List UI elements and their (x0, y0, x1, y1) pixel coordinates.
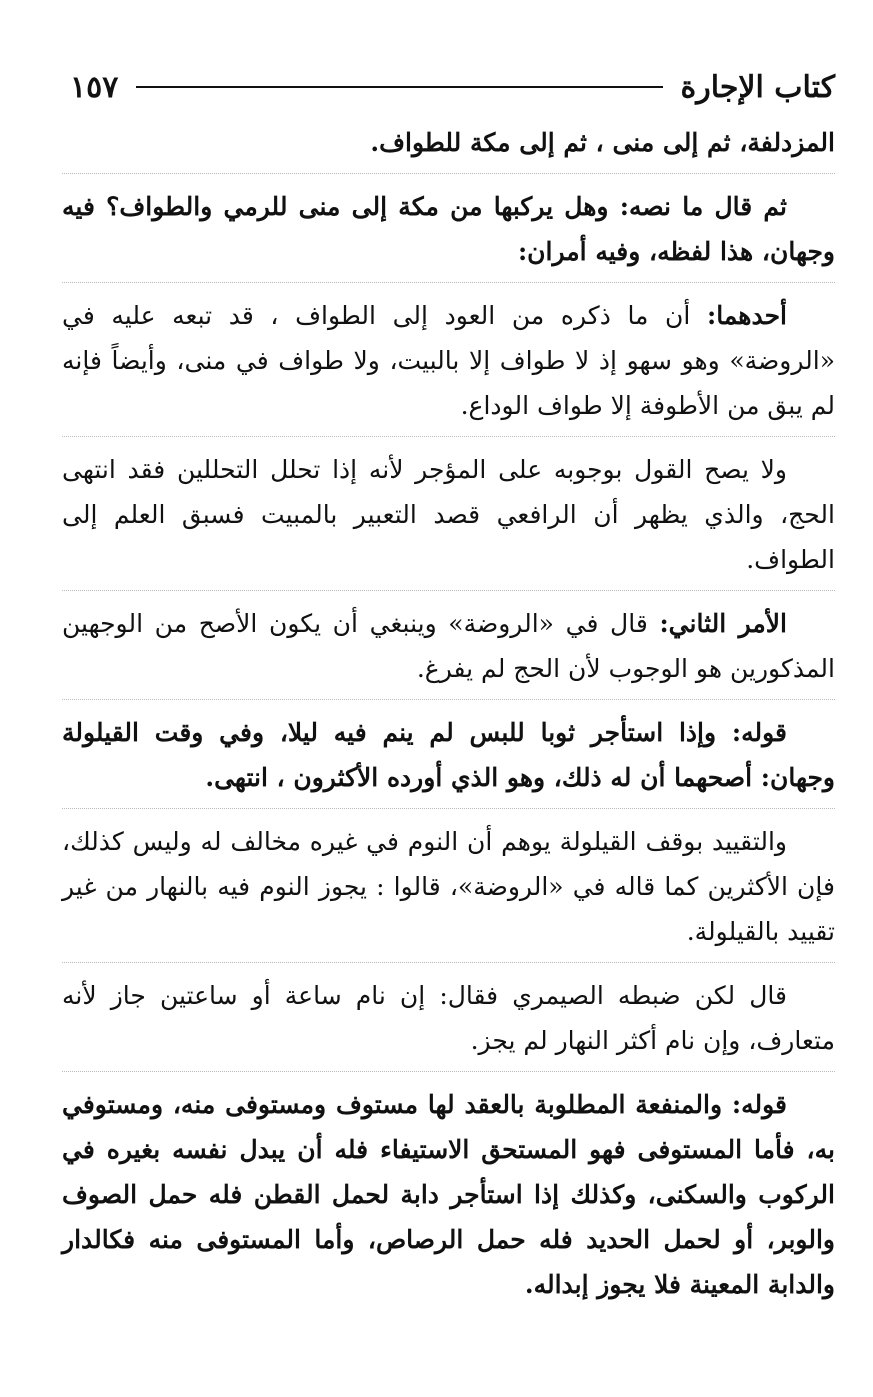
header-rule (136, 86, 662, 88)
paragraph-text: والتقييد بوقف القيلولة يوهم أن النوم في غيره مخالف له وليس كذلك، فإن الأكثرين كما قاله في «الروضة»، قالوا : يجوز النوم فيه بالنهار من غير تقييد بالقيلولة. (62, 827, 835, 946)
paragraph-text: قوله: وإذا استأجر ثوبا للبس لم ينم فيه ليلا، وفي وقت القيلولة وجهان: أصحهما أن له ذلك، وهو الذي أورده الأكثرون ، انتهى. (62, 718, 835, 792)
paragraph-divider (62, 808, 835, 809)
paragraph-text: قوله: والمنفعة المطلوبة بالعقد لها مستوف ومستوفى منه، ومستوفي به، فأما المستوفى فهو المستحق الاستيفاء فله أن يبدل نفسه بغيره في الركوب والسكنى، وكذلك إذا استأجر دابة لحمل القطن فله حمل الصوف والوبر، أو لحمل الحديد فله حمل الرصاص، وأما المستوفى منه فكالدار والدابة المعينة فلا يجوز إبداله. (62, 1090, 835, 1299)
paragraph-text: ولا يصح القول بوجوبه على المؤجر لأنه إذا تحلل التحللين فقد انتهى الحج، والذي يظهر أن الرافعي قصد التعبير بالمبيت فسبق العلم إلى الطواف. (62, 455, 835, 574)
page-number: ١٥٧ (70, 69, 119, 105)
paragraph-text: قال في «الروضة» وينبغي أن يكون الأصح من الوجهين المذكورين هو الوجوب لأن الحج لم يفرغ. (62, 609, 835, 683)
paragraph-divider (62, 590, 835, 591)
paragraph-text: ثم قال ما نصه: وهل يركبها من مكة إلى منى للرمي والطواف؟ فيه وجهان، هذا لفظه، وفيه أمران: (62, 192, 835, 266)
paragraph-text: قال لكن ضبطه الصيمري فقال: إن نام ساعة أو ساعتين جاز لأنه متعارف، وإن نام أكثر النهار لم يجز. (62, 981, 835, 1055)
paragraph (62, 1082, 835, 1307)
paragraph-lead: الأمر الثاني: (659, 609, 788, 638)
paragraph (62, 819, 835, 954)
paragraph-divider (62, 699, 835, 700)
paragraph (62, 973, 835, 1063)
paragraph (62, 710, 835, 800)
paragraph (62, 293, 835, 428)
paragraph-text: المزدلفة، ثم إلى منى ، ثم إلى مكة للطواف. (370, 128, 835, 157)
paragraph (62, 601, 835, 691)
paragraph-text: أن ما ذكره من العود إلى الطواف ، قد تبعه عليه في «الروضة» وهو سهو إذ لا طواف إلا بالبيت، ولا طواف في منى، وأيضاً فإنه لم يبق من الأطوفة إلا طواف الوداع. (62, 301, 835, 420)
paragraph (62, 447, 835, 582)
paragraph-divider (62, 282, 835, 283)
chapter-title: كتاب الإجارة (680, 69, 835, 105)
paragraph-lead: أحدهما: (706, 301, 787, 330)
paragraph (62, 184, 835, 274)
page-header (70, 62, 835, 112)
paragraph-divider (62, 436, 835, 437)
paragraph-divider (62, 962, 835, 963)
paragraph (62, 120, 835, 165)
paragraph-divider (62, 173, 835, 174)
paragraph-divider (62, 1071, 835, 1072)
page-body (62, 120, 835, 1307)
